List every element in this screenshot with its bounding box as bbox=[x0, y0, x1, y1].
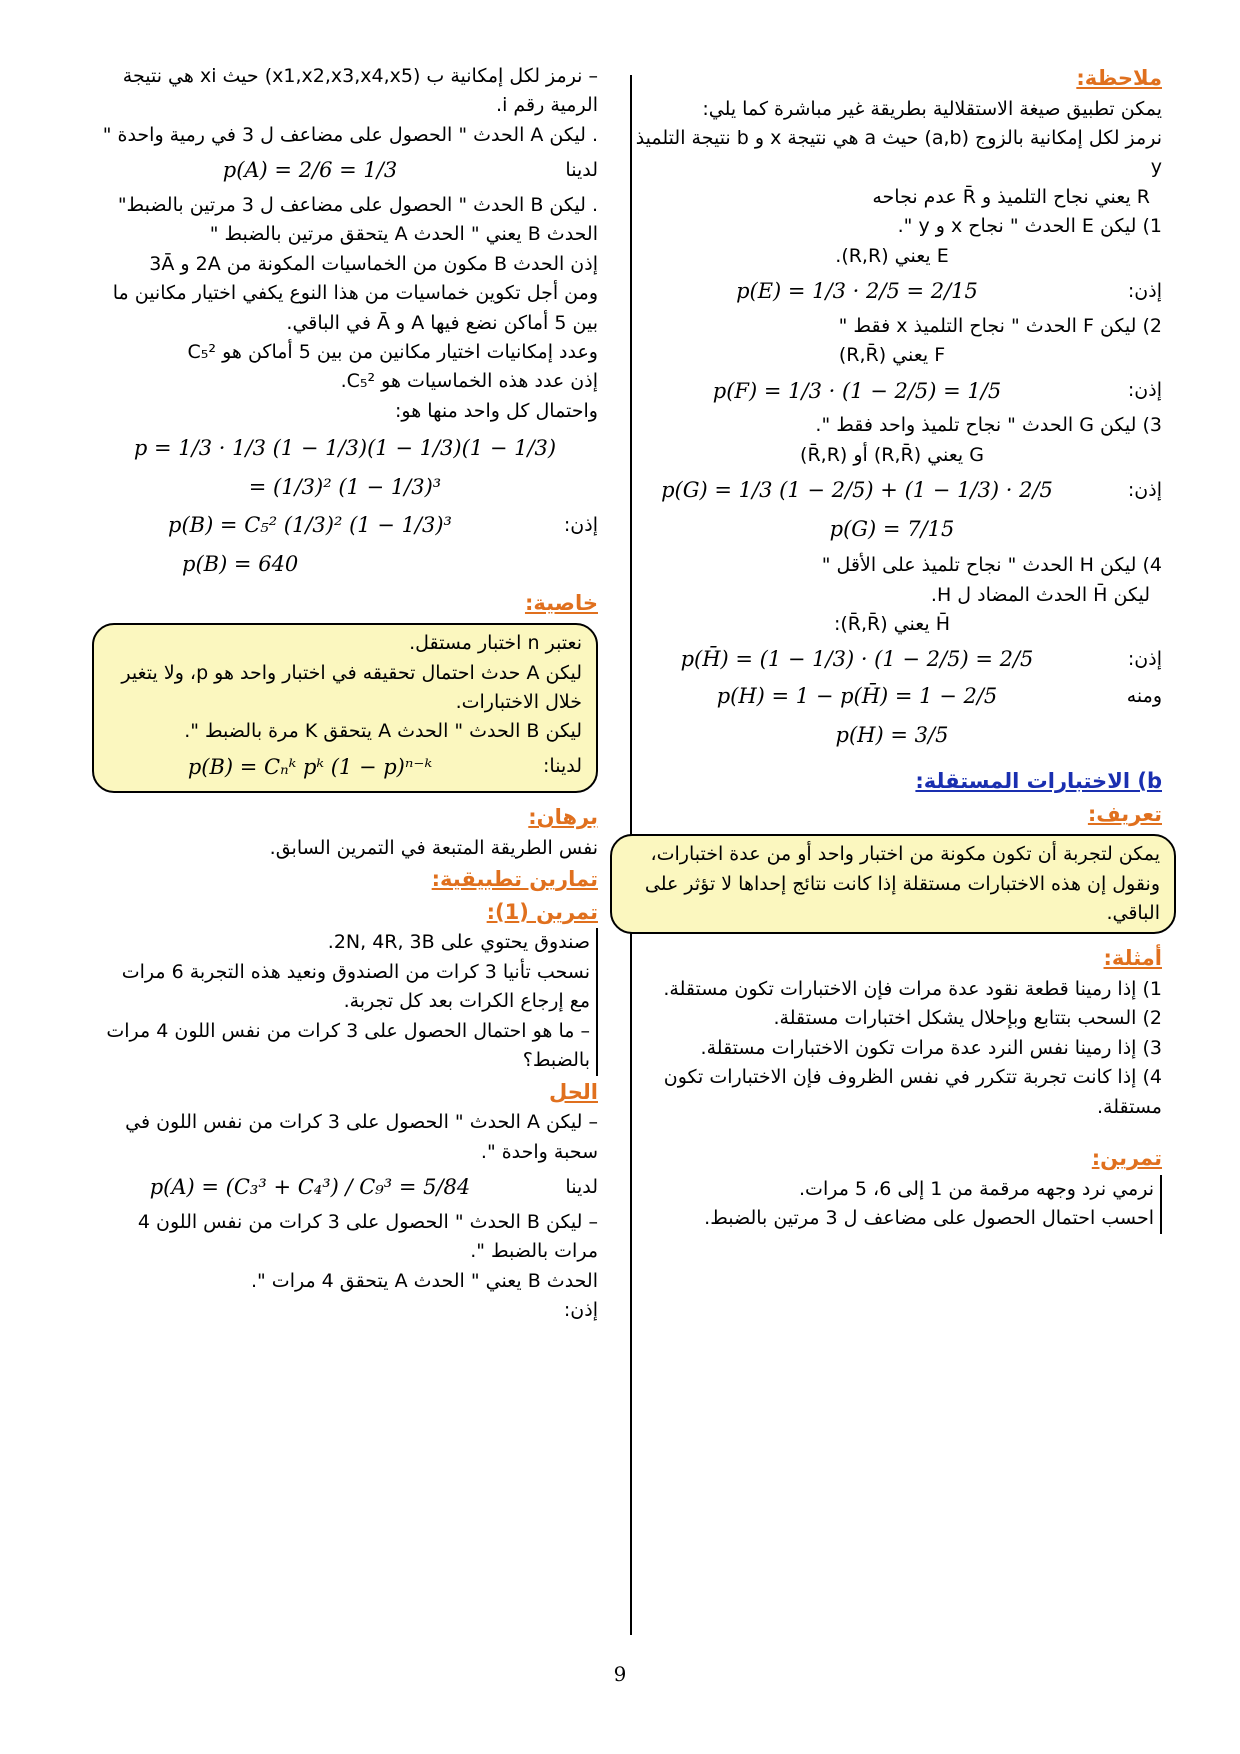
exercise-1-line-3: – ما هو احتمال الحصول على 3 كرات من نفس اللون 4 مرات بالضبط؟ bbox=[106, 1019, 590, 1072]
have-label: لدينا bbox=[565, 158, 598, 181]
event-f-formula: p(F) = 1/3 · (1 − 2/5) = 1/5 bbox=[712, 378, 1002, 403]
note-r: R يعني نجاح التلميذ و R̄ عدم نجاحه bbox=[872, 185, 1150, 208]
proof-heading: برهان: bbox=[528, 805, 598, 830]
event-e-means: E يعني (R,R). bbox=[835, 244, 949, 267]
property-line-2: ليكن A حدث احتمال تحقيقه في اختبار واحد هو p، ولا يتغير خلال الاختبارات. bbox=[121, 661, 582, 713]
pa-formula: p(A) = 2/6 = 1/3 bbox=[222, 158, 398, 183]
event-b-def: . ليكن B الحدث " الحصول على مضاعف ل 3 مرتين بالضبط" bbox=[117, 193, 598, 216]
property-line-1: نعتبر n اختبار مستقل. bbox=[409, 632, 582, 655]
event-e-formula-row bbox=[622, 275, 1162, 308]
then-label: إذن: bbox=[1127, 279, 1162, 302]
solution-then: إذن: bbox=[563, 1298, 598, 1321]
solution-heading: الحل bbox=[549, 1079, 598, 1104]
exercise-line-1: نرمي نرد وجهه مرقمة من 1 إلى 6، 5 مرات. bbox=[799, 1177, 1154, 1200]
exercise-block bbox=[622, 1175, 1162, 1234]
definition-text: يمكن لتجربة أن تكون مكونة من اختبار واحد أو من عدة اختبارات، ونقول إن هذه الاختبارات مستقلة إذا كانت نتائج إحداها لا تؤثر على الباقي. bbox=[644, 843, 1160, 925]
definition-box bbox=[610, 834, 1176, 934]
then-label: إذن: bbox=[1127, 478, 1162, 501]
exercise-1-line-1: صندوق يحتوي على 2N, 4R, 3B. bbox=[327, 931, 590, 954]
property-line-3: ليكن B الحدث " الحدث A يتحقق K مرة بالضبط ". bbox=[184, 720, 582, 743]
note-pair: نرمز لكل إمكانية بالزوج (a,b) حيث a هي نتيجة x و b نتيجة التلميذ y bbox=[635, 126, 1162, 179]
then-label: إذن: bbox=[1127, 379, 1162, 402]
event-h-formula2-row bbox=[622, 680, 1162, 713]
pb-result: p(B) = 640 bbox=[182, 552, 299, 576]
event-h-formula: p(H) = 1 − p(H̄) = 1 − 2/5 bbox=[716, 683, 998, 708]
pb-row bbox=[92, 509, 598, 542]
exercise-1-block bbox=[92, 928, 598, 1075]
then-label: إذن: bbox=[563, 514, 598, 536]
example-1: 1) إذا رمينا قطعة نقود عدة مرات فإن الاختبارات تكون مستقلة. bbox=[663, 978, 1162, 1001]
event-h-bar-formula: p(H̄) = (1 − 1/3) · (1 − 2/5) = 2/5 bbox=[680, 647, 1034, 672]
solution-line-3: الحدث B يعني " الحدث A يتحقق 4 مرات ". bbox=[250, 1269, 598, 1292]
solution-formula: p(A) = (C₃³ + C₄³) / C₉³ = 5/84 bbox=[149, 1175, 471, 1200]
example-2: 2) السحب بتتابع وبإحلال يشكل اختبارات مستقلة. bbox=[773, 1007, 1162, 1030]
event-g-means: G يعني (R,R̄) أو (R̄,R) bbox=[800, 443, 984, 466]
event-g: 3) ليكن G الحدث " نجاح تلميذ واحد فقط ". bbox=[815, 414, 1162, 437]
event-g-formula: p(G) = 1/3 (1 − 2/5) + (1 − 1/3) · 2/5 bbox=[661, 478, 1053, 503]
event-f: 2) ليكن F الحدث " نجاح التلميذ x فقط " bbox=[838, 314, 1162, 337]
event-g-result: p(G) = 7/15 bbox=[829, 516, 955, 541]
exercise-heading: تمرين: bbox=[1091, 1146, 1162, 1171]
note-heading: ملاحظة: bbox=[1076, 66, 1162, 90]
examples-heading: أمثلة: bbox=[1103, 946, 1162, 971]
event-b-means: الحدث B يعني " الحدث A يتحقق مرتين بالضبط " bbox=[209, 223, 598, 246]
pb-formula: p(B) = C₅² (1/3)² (1 − 1/3)³ bbox=[168, 513, 452, 538]
exercise-1-line-2: نسحب تأنيا 3 كرات من الصندوق ونعيد هذه التجربة 6 مرات مع إرجاع الكرات بعد كل تجربة. bbox=[121, 960, 590, 1013]
event-h-complement: ليكن H̄ الحدث المضاد ل H. bbox=[930, 583, 1150, 606]
solution-line-1: – ليكن A الحدث " الحصول على 3 كرات من نفس اللون في سحبة واحدة ". bbox=[125, 1111, 598, 1163]
property-heading: خاصية: bbox=[524, 590, 598, 615]
event-e-formula: p(E) = 1/3 · 2/5 = 2/15 bbox=[736, 279, 978, 304]
left-column bbox=[92, 62, 598, 1325]
event-a-def: . ليكن A الحدث " الحصول على مضاعف ل 3 في رمية واحدة " bbox=[102, 123, 598, 146]
proof-text: نفس الطريقة المتبعة في التمرين السابق. bbox=[269, 836, 598, 859]
property-formula-row bbox=[108, 751, 582, 784]
notation-text: – نرمز لكل إمكانية ب (x1,x2,x3,x4,x5) حيث xi هي نتيجة الرمية رقم i. bbox=[122, 65, 598, 117]
event-h: 4) ليكن H الحدث " نجاح تلميذ على الأقل " bbox=[821, 554, 1162, 577]
choices-text: وعدد إمكانيات اختيار مكانين من بين 5 أماكن هو C₅² bbox=[187, 341, 598, 364]
have-label: لدينا: bbox=[543, 755, 582, 778]
hence-label: ومنه bbox=[1126, 684, 1162, 707]
event-f-means: F يعني (R,R̄) bbox=[838, 344, 946, 367]
applications-heading: تمارين تطبيقية: bbox=[431, 867, 598, 892]
exercise-line-2: احسب احتمال الحصول على مضاعف ل 3 مرتين بالضبط. bbox=[704, 1207, 1154, 1230]
product-formula: p = 1/3 · 1/3 (1 − 1/3)(1 − 1/3)(1 − 1/3) bbox=[133, 436, 557, 461]
example-3: 3) إذا رمينا نفس النرد عدة مرات تكون الاختبارات مستقلة. bbox=[700, 1036, 1162, 1059]
then-label: إذن: bbox=[1127, 647, 1162, 670]
event-h-formula-row bbox=[622, 643, 1162, 676]
event-g-formula-row bbox=[622, 474, 1162, 507]
quintuples-text: إذن الحدث B مكون من الخماسيات المكونة من 2A و 3Ā bbox=[149, 252, 598, 275]
exercise-1-heading: تمرين (1): bbox=[486, 899, 598, 924]
pa-row bbox=[92, 154, 598, 187]
power-formula: = (1/3)² (1 − 1/3)³ bbox=[248, 474, 442, 499]
property-box bbox=[92, 623, 598, 793]
each-prob-text: واحتمال كل واحد منها هو: bbox=[395, 399, 598, 422]
event-h-means: H̄ يعني (R̄,R̄): bbox=[833, 612, 951, 635]
definition-heading: تعريف: bbox=[1087, 801, 1162, 826]
right-column bbox=[622, 62, 1162, 1234]
have-label: لدينا bbox=[565, 1175, 598, 1198]
note-intro: يمكن تطبيق صيغة الاستقلالية بطريقة غير مباشرة كما يلي: bbox=[702, 97, 1162, 120]
solution-line-2: – ليكن B الحدث " الحصول على 3 كرات من نفس اللون 4 مرات بالضبط ". bbox=[137, 1210, 598, 1263]
section-b-heading: b) الاختبارات المستقلة: bbox=[915, 769, 1162, 794]
placement-text: ومن أجل تكوين خماسيات من هذا النوع يكفي اختيار مكانين ما بين 5 أماكن نضع فيها A و Ā في الباقي. bbox=[112, 282, 598, 334]
property-formula: p(B) = Cₙᵏ pᵏ (1 − p)ⁿ⁻ᵏ bbox=[187, 754, 433, 779]
event-h-result: p(H) = 3/5 bbox=[835, 722, 949, 747]
event-f-formula-row bbox=[622, 375, 1162, 408]
solution-formula-row bbox=[92, 1171, 598, 1204]
example-4: 4) إذا كانت تجربة تتكرر في نفس الظروف فإن الاختبارات تكون مستقلة. bbox=[663, 1066, 1162, 1118]
event-e: 1) ليكن E الحدث " نجاح x و y ". bbox=[897, 215, 1162, 238]
page-number: 9 bbox=[613, 1662, 627, 1686]
count-text: إذن عدد هذه الخماسيات هو C₅². bbox=[340, 370, 598, 393]
